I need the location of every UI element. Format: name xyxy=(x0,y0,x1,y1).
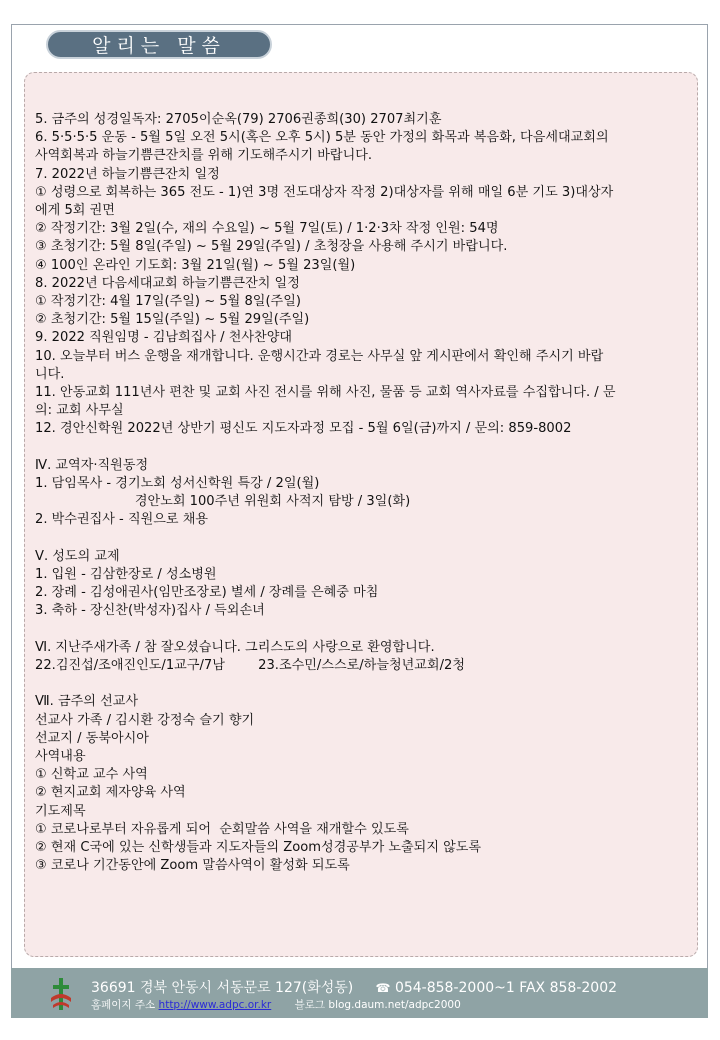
notice-line: 8. 2022년 다음세대교회 하늘기쁨큰잔치 일정 xyxy=(35,275,300,291)
section-line: ③ 코로나 기간동안에 Zoom 말씀사역이 활성화 되도록 xyxy=(35,858,350,874)
phone-icon: ☎ xyxy=(375,981,391,995)
notice-line: 11. 안동교회 111년사 편찬 및 교회 사진 전시를 위해 사진, 물품 등 교회 역사자료를 수집합니다. / 문 xyxy=(35,385,616,401)
notice-line: ④ 100인 온라인 기도회: 3월 21일(월) ~ 5월 23일(월) xyxy=(35,257,356,273)
notice-line: ③ 초청기간: 5월 8일(주일) ~ 5월 29일(주일) / 초청장을 사용해 주시기 바랍니다. xyxy=(35,239,508,255)
notice-line: 에게 5회 권면 xyxy=(35,203,115,219)
notice-line: 사역회복과 하늘기쁨큰잔치를 위해 기도해주시기 바랍니다. xyxy=(35,148,373,164)
section-heading: Ⅴ. 성도의 교제 xyxy=(35,548,120,564)
section-line: 3. 축하 - 장신찬(박성자)집사 / 득외손녀 xyxy=(35,603,265,619)
notice-line: 의: 교회 사무실 xyxy=(35,403,124,419)
section-line: ① 코로나로부터 자유롭게 되어 순회말씀 사역을 재개할수 있도록 xyxy=(35,821,409,837)
section-fellowship xyxy=(35,548,697,621)
section-line: 1. 입원 - 김삼한장로 / 성소병원 xyxy=(35,567,217,583)
page-title xyxy=(46,30,272,59)
section-new-family xyxy=(35,639,697,675)
section-line: ① 신학교 교수 사역 xyxy=(35,767,148,783)
section-missionary xyxy=(35,693,697,875)
section-line: 2. 장례 - 김성애권사(임만조장로) 별세 / 장례를 은혜중 마침 xyxy=(35,585,379,601)
notice-line: ② 작정기간: 3월 2일(수, 재의 수요일) ~ 5월 7일(토) / 1·2·3차 작정 인원: 54명 xyxy=(35,221,499,237)
church-logo-icon xyxy=(49,976,73,1012)
section-heading: Ⅵ. 지난주새가족 / 참 잘오셨습니다. 그리스도의 사랑으로 환영합니다. xyxy=(35,639,435,655)
spacer xyxy=(35,439,697,457)
notice-line: ① 작정기간: 4월 17일(주일) ~ 5월 8일(주일) xyxy=(35,294,301,310)
notice-line: 5. 금주의 성경일독자: 2705이순옥(79) 2706권종희(30) 2707최기훈 xyxy=(35,112,442,127)
section-line: 선교지 / 동북아시아 xyxy=(35,730,149,746)
spacer xyxy=(35,621,697,639)
footer-web-line xyxy=(91,997,461,1012)
spacer xyxy=(35,675,697,693)
notice-line: 6. 5·5·5·5 운동 - 5월 5일 오전 5시(혹은 오후 5시) 5분 동안 가정의 화목과 복음화, 다음세대교회의 xyxy=(35,130,609,146)
blog-url: blog.daum.net/adpc2000 xyxy=(328,999,461,1011)
homepage-link[interactable]: http://www.adpc.or.kr xyxy=(158,999,272,1011)
homepage-label: 홈페이지 주소 xyxy=(91,999,156,1011)
section-line: 2. 박수권집사 - 직원으로 채용 xyxy=(35,512,208,528)
section-line: 사역내용 xyxy=(35,749,86,765)
footer xyxy=(11,968,708,1018)
notice-list xyxy=(35,111,697,439)
section-line: ② 현재 C국에 있는 신학생들과 지도자들의 Zoom성경공부가 노출되지 않도록 xyxy=(35,840,482,856)
blog-label: 블로그 xyxy=(294,999,326,1011)
footer-phone: 054-858-2000~1 FAX 858-2002 xyxy=(394,980,618,996)
notice-line: 9. 2022 직원임명 - 김남희집사 / 천사찬양대 xyxy=(35,330,293,346)
section-line: ② 현지교회 제자양육 사역 xyxy=(35,785,186,801)
footer-address: 36691 경북 안동시 서동문로 127(화성동) xyxy=(91,980,354,996)
notice-line: 12. 경안신학원 2022년 상반기 평신도 지도자과정 모집 - 5월 6일(금)까지 / 문의: 859-8002 xyxy=(35,421,572,437)
section-line: 기도제목 xyxy=(35,803,86,819)
notice-line: ② 초청기간: 5월 15일(주일) ~ 5월 29일(주일) xyxy=(35,312,310,328)
notice-line: ① 성령으로 회복하는 365 전도 - 1)연 3명 전도대상자 작정 2)대상자를 위해 매일 6분 기도 3)대상자 xyxy=(35,184,614,200)
notice-line: 니다. xyxy=(35,366,65,382)
notice-line: 10. 오늘부터 버스 운행을 재개합니다. 운행시간과 경로는 사무실 앞 게시판에서 확인해 주시기 바랍 xyxy=(35,348,604,364)
page-title-text: 알리는 말씀 xyxy=(92,35,226,57)
section-line: 경안노회 100주년 위원회 사적지 탐방 / 3일(화) xyxy=(35,494,411,510)
spacer xyxy=(35,530,697,548)
notice-line: 7. 2022년 하늘기쁨큰잔치 일정 xyxy=(35,166,220,182)
section-heading: Ⅳ. 교역자·직원동정 xyxy=(35,457,149,473)
section-line: 선교사 가족 / 김시환 강정숙 슬기 향기 xyxy=(35,712,255,728)
section-line: 1. 담임목사 - 경기노회 성서신학원 특강 / 2일(월) xyxy=(35,476,320,492)
notice-box xyxy=(24,72,698,957)
section-heading: Ⅶ. 금주의 선교사 xyxy=(35,694,139,710)
footer-address-line xyxy=(91,977,617,997)
section-line: 22.김진섭/조애진인도/1교구/7남 23.조수민/스스로/하늘청년교회/2청 xyxy=(35,658,465,674)
section-staff-news xyxy=(35,457,697,530)
